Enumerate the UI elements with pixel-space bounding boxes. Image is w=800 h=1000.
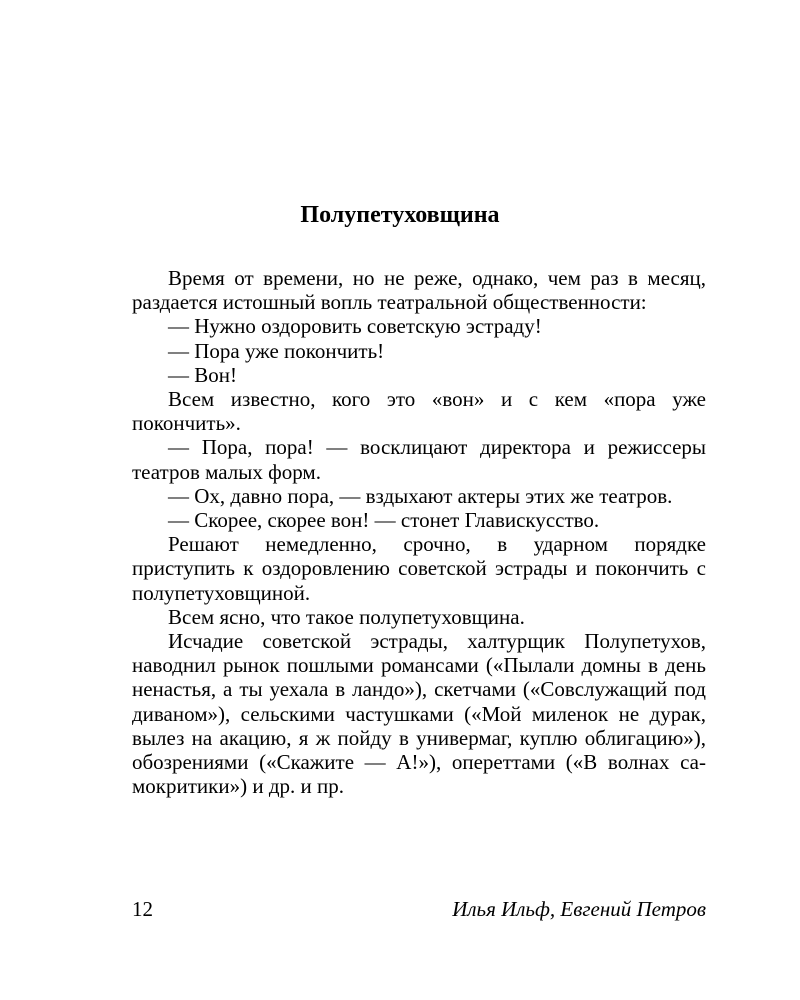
chapter-body	[132, 266, 706, 798]
dialogue-line: — Пора уже покончить!	[168, 338, 385, 363]
paragraph: Всем известно, кого это «вон» и с кем «пора уже покончить».	[132, 387, 706, 436]
dialogue-line: — Пора, пора! — восклицают директора и режиссеры театров малых форм.	[132, 435, 706, 484]
paragraph: Время от времени, но не реже, однако, чем раз в месяц, раздается истошный вопль театральной общественности:	[132, 266, 706, 315]
dialogue-line: — Скорее, скорее вон! — стонет Главискусство.	[168, 508, 600, 533]
paragraph: Решают немедленно, срочно, в ударном порядке приступить к оздоровлению советской эстрады и покончить с полупетуховщиной.	[132, 532, 706, 605]
page-footer	[132, 894, 706, 924]
chapter-title: Полупетуховщина	[300, 202, 500, 228]
dialogue-line: — Ох, давно пора, — вздыхают актеры этих же театров.	[168, 483, 673, 508]
running-head-authors: Илья Ильф, Евгений Петров	[452, 897, 706, 921]
page-number: 12	[132, 897, 153, 921]
paragraph: Исчадие советской эстрады, халтурщик Полупетухов, наводнил рынок пошлыми романсами («Пылали домны в день ненастья, а ты уехала в ландо»), скетчами («Совслужащий под диваном»), сельскими частушками («Мой миленок не дурак, вылез на акацию, я ж пойду в универмаг, куплю облигацию»), обозрениями («Скажите — А!»), опереттами («В волнах самокритики») и др. и пр.	[132, 629, 706, 799]
paragraph: Всем ясно, что такое полупетуховщина.	[168, 604, 525, 629]
dialogue-line: — Нужно оздоровить советскую эстраду!	[168, 314, 542, 339]
dialogue-line: — Вон!	[168, 362, 237, 387]
